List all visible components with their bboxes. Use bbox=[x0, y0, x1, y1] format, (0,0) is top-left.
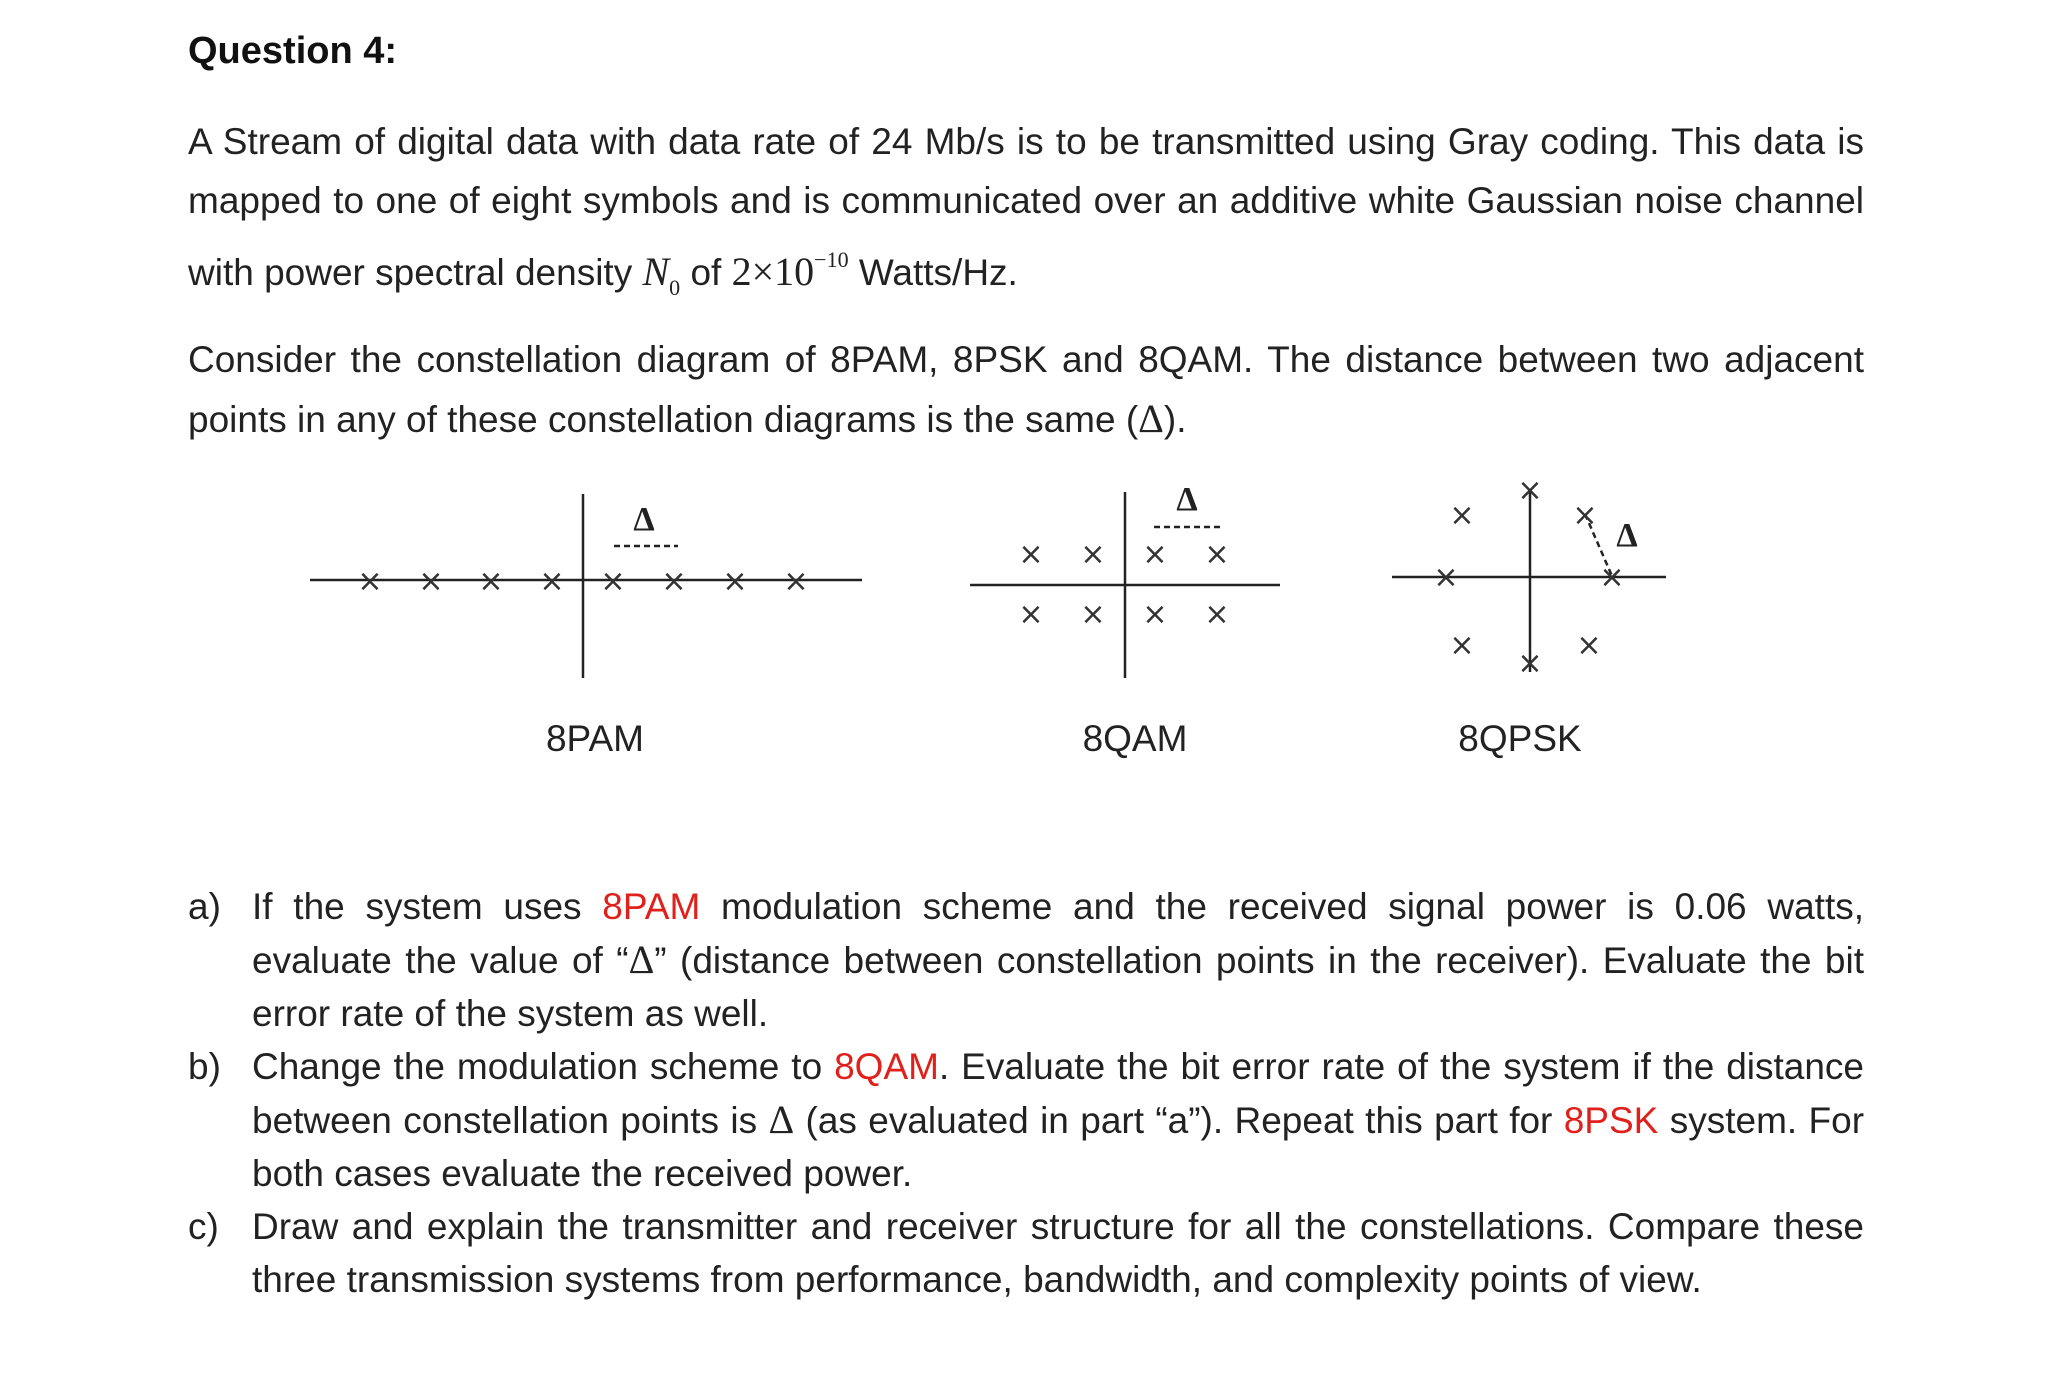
scheme-8qam: 8QAM bbox=[834, 1046, 939, 1087]
psk-constellation-point: × bbox=[1433, 560, 1459, 595]
qam-constellation-point: × bbox=[1204, 537, 1230, 572]
pam-constellation-point: × bbox=[722, 564, 748, 599]
item-label: c) bbox=[188, 1206, 219, 1247]
noise-psd-symbol: $N_0$ bbox=[642, 249, 681, 300]
pam-constellation-point: × bbox=[357, 564, 383, 599]
pam-constellation-point: × bbox=[478, 564, 504, 599]
caption-8pam: 8PAM bbox=[545, 718, 644, 759]
psk-constellation-point: × bbox=[1517, 646, 1543, 681]
psk-constellation-point: × bbox=[1572, 498, 1598, 533]
pam-constellation-point: × bbox=[418, 564, 444, 599]
question-item-a: a) If the system uses 8PAM modulation scheme and the received signal power is 0.06 watts, evaluate the value of “Δ” (distance between constellation points in the receiver). Evaluate the bit error rate of the system as well. bbox=[188, 880, 1864, 1040]
delta-symbol: Δ bbox=[768, 1097, 795, 1142]
qam-constellation-point: × bbox=[1018, 597, 1044, 632]
pam-constellation-point: × bbox=[539, 564, 565, 599]
question-item-c: c) Draw and explain the transmitter and receiver structure for all the constellations. Compare these three transmission systems from performance, bandwidth, and complexity points of view. bbox=[188, 1200, 1864, 1306]
psk-constellation-point: × bbox=[1576, 628, 1602, 663]
psk-constellation-point: × bbox=[1599, 560, 1625, 595]
scheme-8psk: 8PSK bbox=[1563, 1100, 1659, 1141]
noise-psd-value: $2\times 10^{-10}$ bbox=[731, 247, 849, 294]
psk-constellation-point: × bbox=[1449, 628, 1475, 663]
constellation-text: Consider the constellation diagram of 8PAM, 8PSK and 8QAM. The distance between two adjacent points in any of these constellation diagrams is the same ( bbox=[188, 339, 1864, 440]
qam-constellation-point: × bbox=[1080, 537, 1106, 572]
noise-psd-unit: Watts/Hz. bbox=[858, 252, 1018, 293]
qam-constellation-point: × bbox=[1080, 597, 1106, 632]
qam-constellation-point: × bbox=[1142, 597, 1168, 632]
question-heading: Question 4: bbox=[188, 30, 398, 72]
of-text: of bbox=[690, 252, 722, 293]
psk-constellation-point: × bbox=[1517, 473, 1543, 508]
psk-delta-label: Δ bbox=[1616, 517, 1638, 554]
caption-8qam: 8QAM bbox=[1082, 718, 1188, 759]
psk-constellation-point: × bbox=[1449, 498, 1475, 533]
qam-constellation-point: × bbox=[1018, 537, 1044, 572]
qam-constellation-point: × bbox=[1142, 537, 1168, 572]
delta-symbol: Δ bbox=[1138, 396, 1164, 441]
intro-paragraph-2: Consider the constellation diagram of 8PAM, 8PSK and 8QAM. The distance between two adjacent points in any of these constellation diagrams is the same (Δ). bbox=[188, 339, 1864, 441]
delta-symbol: Δ bbox=[628, 937, 655, 982]
scheme-8pam: 8PAM bbox=[602, 886, 701, 927]
question-item-b: b) Change the modulation scheme to 8QAM. Evaluate the bit error rate of the system if the distance between constellation points is Δ (as evaluated in part “a”). Repeat this part for 8PSK system. For both cases evaluate the received power. bbox=[188, 1040, 1864, 1200]
qam-delta-label: Δ bbox=[1176, 481, 1198, 518]
pam-constellation-point: × bbox=[600, 564, 626, 599]
intro-text: A Stream of digital data with data rate of 24 Mb/s is to be transmitted using Gray coding. This data is mapped to one of eight symbols and is communicated over an additive white Gaussian noise channel with power spectral density bbox=[188, 121, 1864, 293]
pam-delta-label: Δ bbox=[633, 501, 655, 538]
pam-constellation-point: × bbox=[783, 564, 809, 599]
item-label: b) bbox=[188, 1046, 221, 1087]
question-items bbox=[188, 880, 1864, 1306]
pam-constellation-point: × bbox=[661, 564, 687, 599]
item-label: a) bbox=[188, 886, 221, 927]
qam-constellation-point: × bbox=[1204, 597, 1230, 632]
caption-8qpsk: 8QPSK bbox=[1458, 718, 1582, 759]
